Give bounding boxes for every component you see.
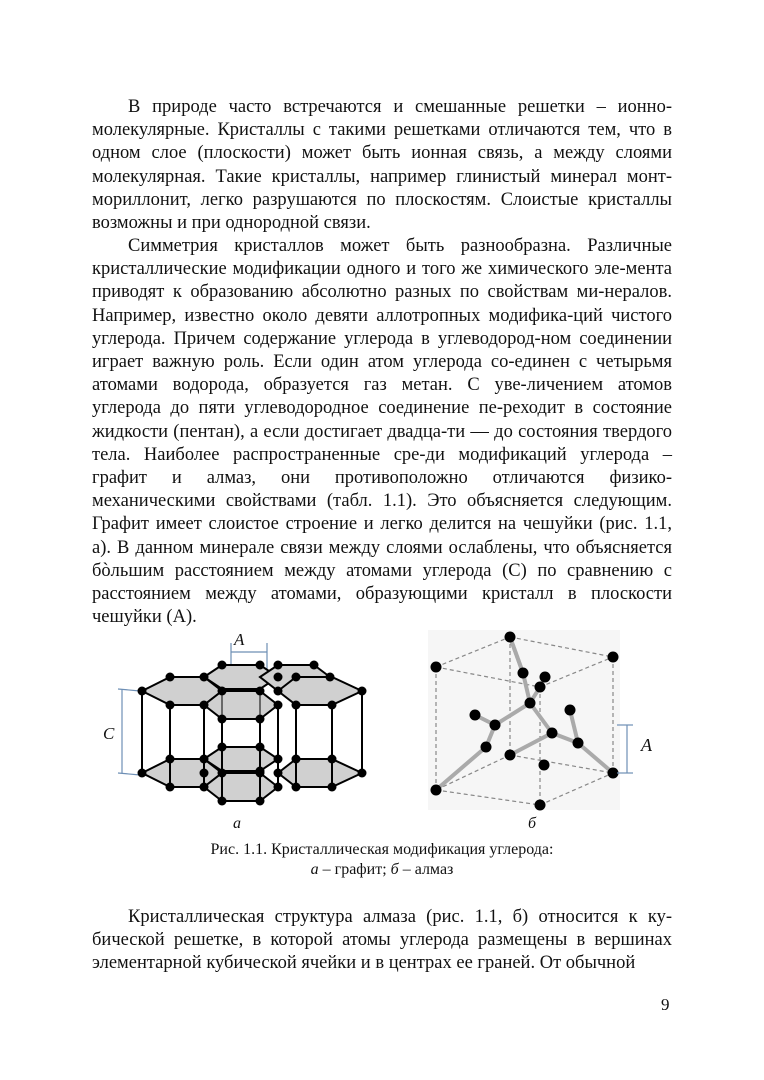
paragraph-3 xyxy=(92,906,672,976)
paragraph-1 xyxy=(92,96,672,235)
bottom-hexagon-2 xyxy=(204,747,278,771)
caption-b-letter: б xyxy=(390,861,399,878)
caption-line-1: Рис. 1.1. Кристаллическая модификация углерода: xyxy=(210,841,554,858)
caption-a-text: – графит; xyxy=(318,861,391,878)
subfigure-label-a: а xyxy=(233,815,241,832)
caption-b-text: – алмаз xyxy=(398,861,454,878)
caption-a-letter: а xyxy=(310,861,319,878)
top-hexagon-5 xyxy=(204,691,278,719)
dimension-c-bottom xyxy=(118,773,140,775)
page-number: 9 xyxy=(661,995,670,1014)
paragraph-1-text: В природе часто встречаются и смешанные решетки – ионно-молекулярные. Кристаллы с такими решетками отличаются тем, что в одном слое (плоскости) может быть ионная связь, а между слоями молекулярная. Такие кристаллы, например глинистый минерал монт-мориллонит, легко разрушаются по плоскостям. Слоистые кристаллы возможны и при однородной связи. xyxy=(92,97,672,234)
paragraph-3-text: Кристаллическая структура алмаза (рис. 1.1, б) относится к ку-бической решетке, в которой атомы углерода размещены в вершинах элементарной кубической ячейки и в центрах ее граней. От обычной xyxy=(92,907,672,974)
diamond-background xyxy=(428,630,620,810)
bottom-hexagon-4 xyxy=(204,773,278,801)
diamond-label-a: A xyxy=(641,735,652,755)
top-hexagon-4 xyxy=(278,677,362,705)
figure-1-1 xyxy=(100,625,670,825)
paragraph-2-text: Симметрия кристаллов может быть разнообразна. Различные кристаллические модификации одного и того же химического эле-мента приводят к образованию абсолютно разных по свойствам ми-нералов. Например, известно около девяти аллотропных модифика-ций чистого углерода. Причем содержание углерода в углеводород-ном соединении играет важную роль. Если один атом углерода со-единен с четырьмя атомами водорода, образуется газ метан. С уве-личением атомов углерода до пяти углеводородное соединение пе-реходит в состояние жидкости (пентан), а если достигает двадца-ти — до состояния твердого тела. Наиболее распространенные сре-ди модификаций углерода – графит и алмаз, они противоположно отличаются физико-механическими свойствами (табл. 1.1). Это объясняется следующим. Графит имеет слоистое строение и легко делится на чешуйки (рис. 1.1, а). В данном минерале связи между слоями ослаблены, что объясняется бòльшим расстоянием между атомами углерода (С) по сравнению с расстоянием между атомами, образующими кристалл в плоскости чешуйки (А). xyxy=(92,236,672,628)
dimension-c-top xyxy=(118,689,140,691)
subfigure-label-b: б xyxy=(528,815,537,832)
graphite-label-c: C xyxy=(103,724,115,743)
paragraph-2 xyxy=(92,235,672,629)
bottom-hexagon-3 xyxy=(278,759,362,787)
diamond-structure xyxy=(428,630,633,811)
graphite-structure xyxy=(118,643,367,806)
caption-line-2 xyxy=(92,860,672,880)
figure-caption xyxy=(92,840,672,880)
graphite-label-a: A xyxy=(234,630,245,649)
